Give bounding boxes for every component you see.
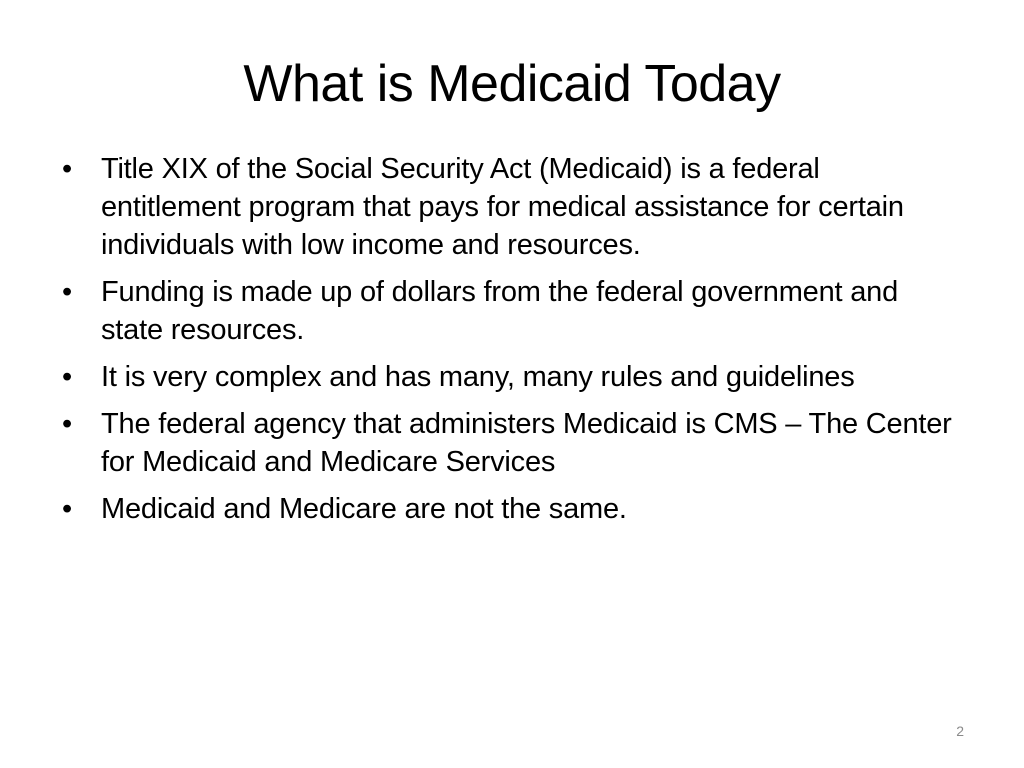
bullet-text: Medicaid and Medicare are not the same. — [101, 493, 627, 525]
page-number: 2 — [956, 723, 964, 739]
bullet-text: The federal agency that administers Medicaid is CMS – The Center for Medicaid and Medicare Services — [101, 408, 952, 478]
bullet-dot-icon: • — [62, 276, 72, 308]
bullet-text: Title XIX of the Social Security Act (Medicaid) is a federal entitlement program that pays for medical assistance for certain individuals with low income and resources. — [101, 153, 904, 261]
bullet-dot-icon: • — [62, 361, 72, 393]
bullet-text: Funding is made up of dollars from the federal government and state resources. — [101, 276, 899, 346]
bullet-item — [62, 273, 962, 349]
bullet-dot-icon: • — [62, 493, 72, 525]
bullet-item — [62, 490, 962, 528]
bullet-text: It is very complex and has many, many rules and guidelines — [101, 361, 855, 393]
bullet-dot-icon: • — [62, 408, 72, 440]
bullet-dot-icon: • — [62, 153, 72, 185]
bullet-list — [62, 150, 962, 537]
bullet-item — [62, 405, 962, 481]
bullet-item — [62, 358, 962, 396]
bullet-item — [62, 150, 962, 264]
slide-title: What is Medicaid Today — [243, 55, 781, 113]
